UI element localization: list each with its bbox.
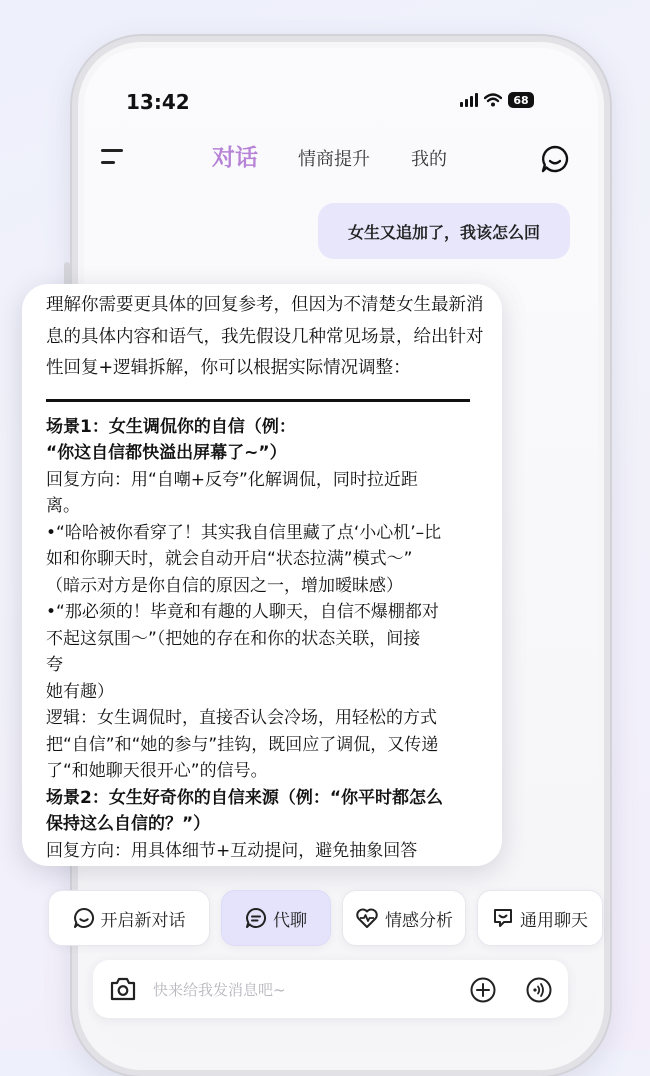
chat-dots-icon bbox=[245, 907, 267, 929]
general-chat-label: 通用聊天 bbox=[520, 910, 588, 931]
voice-icon[interactable] bbox=[525, 976, 553, 1004]
divider bbox=[46, 399, 470, 402]
new-chat-button[interactable] bbox=[48, 890, 210, 946]
camera-icon[interactable] bbox=[109, 976, 137, 1002]
battery-icon: 68 bbox=[508, 92, 534, 108]
user-message-bubble: 女生又追加了，我该怎么回 bbox=[318, 203, 570, 259]
chat-box-icon bbox=[492, 907, 514, 929]
bot-text-line: •“哈哈被你看穿了！其实我自信里藏了点‘小心机’–比 bbox=[46, 522, 442, 543]
message-input-bar[interactable] bbox=[93, 960, 568, 1018]
bot-text-line: 把“自信”和“她的参与”挂钩，既回应了调侃，又传递 bbox=[46, 734, 439, 755]
heart-pulse-icon bbox=[355, 907, 379, 929]
plus-circle-icon[interactable] bbox=[469, 976, 497, 1004]
status-icons bbox=[460, 92, 534, 108]
bot-text-line: 回复方向：用具体细节+互动提问，避免抽象回答 bbox=[46, 840, 418, 861]
bot-heading-line: 保持这么自信的？”） bbox=[46, 814, 211, 834]
new-chat-label: 开启新对话 bbox=[100, 910, 186, 931]
proxy-chat-label: 代聊 bbox=[273, 910, 307, 931]
bot-text-line: 如和你聊天时，就会自动开启“状态拉满”模式～” bbox=[46, 549, 413, 569]
proxy-chat-button[interactable] bbox=[221, 890, 331, 946]
quick-actions bbox=[48, 890, 603, 946]
bot-text-line: 她有趣） bbox=[46, 681, 114, 702]
message-input-placeholder[interactable]: 快来给我发消息吧~ bbox=[153, 981, 286, 999]
bot-text-line: 离。 bbox=[46, 496, 80, 516]
bot-text-line: （暗示对方是你自信的原因之一，增加暧昧感） bbox=[46, 575, 403, 596]
bot-text-line: •“那必须的！毕竟和有趣的人聊天，自信不爆棚都对 bbox=[46, 602, 439, 622]
tab-mine[interactable]: 我的 bbox=[411, 149, 447, 170]
bot-intro-text: 理解你需要更具体的回复参考，但因为不清楚女生最新消息的具体内容和语气，我先假设几种常见场景，给出针对性回复+逻辑拆解，你可以根据实际情况调整： bbox=[46, 295, 484, 378]
bot-text-line: 不起这氛围～”（把她的存在和你的状态关联，间接 bbox=[46, 628, 421, 649]
bot-text-line: 逻辑：女生调侃时，直接否认会冷场，用轻松的方式 bbox=[46, 708, 437, 728]
tab-eq-improve[interactable]: 情商提升 bbox=[298, 149, 370, 170]
chat-smile-icon[interactable] bbox=[540, 144, 570, 174]
chat-smile-outline-icon bbox=[73, 907, 95, 929]
emotion-analysis-button[interactable] bbox=[342, 890, 466, 946]
bot-heading-line: “你这自信都快溢出屏幕了~”） bbox=[46, 443, 287, 463]
bot-heading-line: 场景2：女生好奇你的自信来源（例：“你平时都怎么 bbox=[46, 787, 444, 808]
bot-text-line: 夸 bbox=[46, 655, 63, 675]
bot-text-line: 了“和她聊天很开心”的信号。 bbox=[46, 761, 268, 781]
emotion-analysis-label: 情感分析 bbox=[385, 910, 453, 931]
bot-text-line: 回复方向：用“自嘲+反夸”化解调侃，同时拉近距 bbox=[46, 469, 418, 490]
signal-icon bbox=[460, 93, 478, 107]
general-chat-button[interactable] bbox=[477, 890, 603, 946]
status-time: 13:42 bbox=[126, 90, 190, 114]
bot-heading-line: 场景1：女生调侃你的自信（例： bbox=[46, 416, 296, 437]
wifi-icon bbox=[484, 93, 502, 107]
bot-response-card bbox=[22, 284, 502, 866]
tab-chat[interactable]: 对话 bbox=[212, 145, 258, 171]
